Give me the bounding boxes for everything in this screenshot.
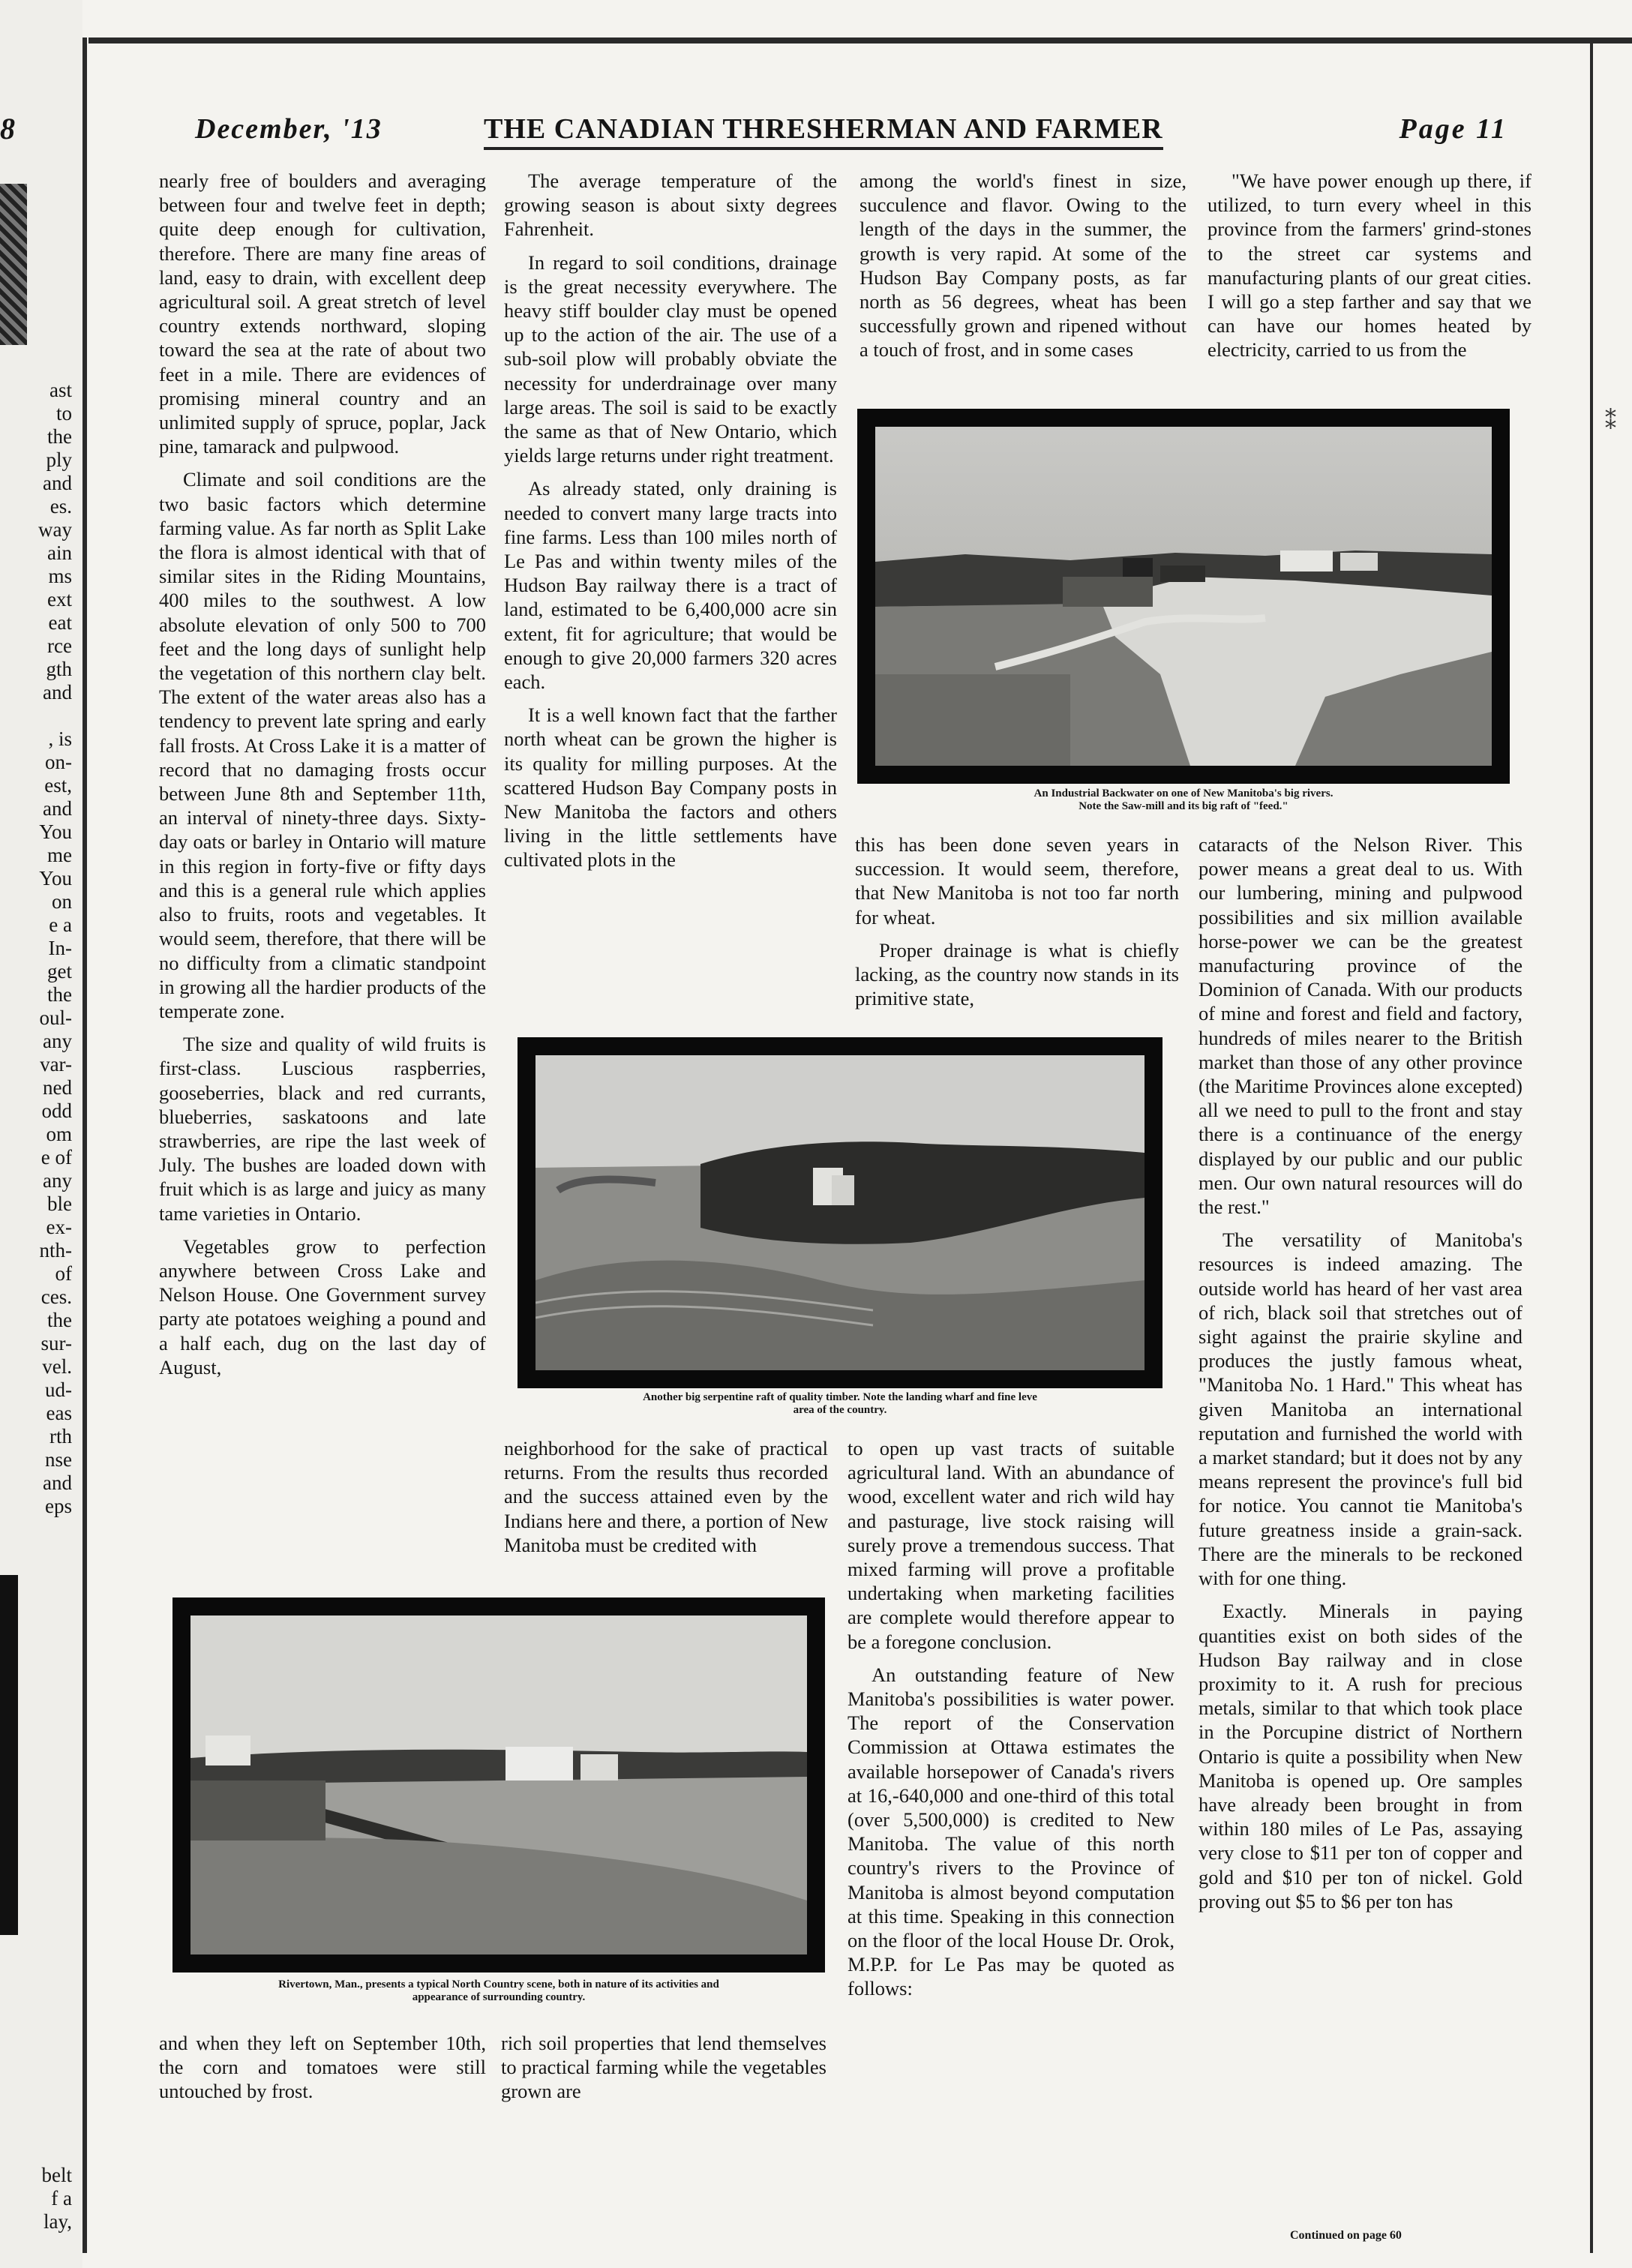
paragraph: neighborhood for the sake of practical returns. From the results thus recorded and the success attained even by the Indians here and there, a portion of New Manitoba must be credited with [504,1437,828,1556]
paragraph: The average temperature of the growing season is about sixty degrees Fahrenheit. [504,170,837,241]
previous-page-fragment: , is [48,728,72,750]
previous-page-fragment: any [43,1169,72,1192]
paragraph: Vegetables grow to perfection anywhere between Cross Lake and Nelson House. One Government survey party ate potatoes weighing a pound and a half each, dug on the last day of August, [159,1234,486,1378]
page-border-left [82,38,87,2253]
paragraph: The versatility of Manitoba's resources is indeed amazing. The outside world has heard of her vast area of rich, black soil that stretches out of sight against the prairie skyline and produces the justly famous wheat, "Manitoba No. 1 Hard." This wheat has given Manitoba an international reputation and furnished the world with a market standard; but it does not by any means represent the province's full bid for notice. You cannot tie Manitoba's future greatness inside a grain-sack. There are the minerals to be reckoned with for one thing. [1198,1228,1522,1590]
paragraph: cataracts of the Nelson River. This power means a great deal to us. With our lumbering, mining and pulpwood possibilities and six million available horse-power we can be the greatest manufacturing province of the Dominion of Canada. With our products of mine and forest and field and factory, hundreds of miles nearer to the British market than those of any other province (the Maritime Provinces alone excepted) all we need to pull to the front and stay there is a continuance of the energy displayed by our public and our public men. Our own natural resources will do the rest." [1198,833,1522,1219]
previous-page-fragment: rth [50,1425,72,1448]
continued-note: Continued on page 60 [1290,2229,1402,2242]
previous-page-fragment: rce [47,634,72,657]
previous-page-fragment: eat [48,611,72,634]
photo-industrial-backwater [857,409,1510,784]
previous-page-fragment: You [39,820,72,843]
caption-line: Note the Saw-mill and its big raft of "feed." [1078,800,1288,812]
backwater-photo-image [875,427,1492,766]
previous-page-fragment: the [47,425,72,448]
paragraph: It is a well known fact that the farther north wheat can be grown the higher is its quality for milling purposes. At the scattered Hudson Bay Company posts in New Manitoba the factors and others living in the little settlements have cultivated plots in the [504,704,837,872]
article-column-3-bottom [848,1436,1174,2010]
previous-page-fragment: ex- [46,1216,72,1238]
issue-date: December, '13 [195,113,382,145]
paragraph: to open up vast tracts of suitable agricultural land. With an abundance of wood, excellent water and rich wild hay and pasturage, live stock raising will surely prove a tremendous success. That mixed farming will prove a profitable undertaking when marketing facilities are complete would therefore appear to be a foregone conclusion. [848,1437,1174,1653]
previous-page-fragment: lay, [44,2210,72,2233]
page-border-right [1590,38,1593,2253]
previous-page-fragment: to [56,402,72,424]
article-column-2-middle [504,1436,828,1566]
previous-page-column-fragments [0,379,72,1518]
previous-page-fragment: and [43,681,72,704]
previous-page-fragment: nse [45,1448,72,1471]
paragraph: nearly free of boulders and averaging between four and twelve feet in depth; quite deep enough for cultivation, therefore. There are many fine areas of land, easy to drain, with excellent deep agricultural soil. A great stretch of level country extends northward, sloping toward the sea at the rate of about two feet in a mile. There are evidences of promising mineral country and an unlimited supply of spruce, poplar, Jack pine, tamarack and pulpwood. [159,170,486,458]
paragraph: "We have power enough up there, if utilized, to turn every wheel in this province from the farmers' grind-stones to the street car systems and manufacturing plants of our great cities. I will go a step farther and say that we can have our homes heated by electricity, carried to us from the [1208,170,1532,362]
previous-page-fragment: belt [41,2164,72,2186]
paragraph: Exactly. Minerals in paying quantities exist on both sides of the Hudson Bay railway and in close proximity to it. A rush for precious metals, similar to that which took place in the Porcupine district of Northern Ontario is quite a possibility when New Manitoba is opened up. Ore samples have already been brought in from within 180 miles of Le Pas, assaying very close to $11 per ton of copper and gold and $10 per ton of nickel. Gold proving out $5 to $6 per ton has [1198,1600,1522,1912]
previous-page-fragment: ble [47,1192,72,1215]
previous-page-fragment: es. [50,495,72,518]
previous-page-photo-edge [0,1575,18,1935]
photo-serpentine-raft [518,1037,1162,1388]
paragraph: The size and quality of wild fruits is first-class. Luscious raspberries, gooseberries, black and red currants, blueberries, saskatoons and late strawberries, are ripe the last week of July. The bushes are loaded down with fruit which is as large and juicy as many tame varieties in Ontario. [159,1033,486,1225]
previous-page-fragment: ud- [45,1378,72,1401]
previous-page-fragment [0,704,72,728]
previous-page-fragment: ms [48,565,72,587]
photo-industrial-backwater-caption [857,788,1510,813]
caption-line: Rivertown, Man., presents a typical North Country scene, both in nature of its activities and [278,1978,719,1990]
previous-page-fragment: ces. [40,1286,72,1308]
previous-page-fragment: sur- [40,1332,72,1354]
previous-page-fragment: nth- [39,1239,72,1262]
photo-rivertown [172,1598,825,1972]
previous-page-fragment: f a [51,2187,72,2210]
previous-page-fragment: var- [40,1053,72,1076]
previous-page-fragment: of [55,1262,72,1285]
previous-page-fragment: e of [40,1146,72,1168]
caption-line: Another big serpentine raft of quality timber. Note the landing wharf and fine leve [643,1391,1037,1403]
previous-page-fragment: the [47,983,72,1006]
previous-page-fragment: ned [43,1076,72,1099]
previous-page-fragment: om [46,1123,72,1145]
article-column-2-bottom [501,2031,826,2113]
page-border-top [88,38,1632,44]
paragraph: Climate and soil conditions are the two basic factors which determine farming value. As far north as Split Lake the flora is almost identical with that of similar sites in the Riding Mountains, 400 miles to the southwest. A low absolute elevation of only 500 to 700 feet and the long days of sunlight help the vegetation of this northern clay belt. The extent of the water areas also has a tendency to prevent late spring and early fall frosts. At Cross Lake it is a matter of record that no damaging frosts occur between June 8th and September 11th, an interval of ninety-three days. Sixty-day oats or barley in Ontario will mature in this region in forty-five or fifty days and this is a general rule which applies also to fruits, roots and vegetables. It would seem, therefore, that there will be no difficulty from a climatic standpoint in growing all the hardier products of the temperate zone. [159,468,486,1022]
previous-page-fragment: on [52,890,72,913]
photo-rivertown-caption [172,1978,825,2004]
previous-page-fragment: ext [47,588,72,610]
article-column-3-top [860,169,1186,371]
paragraph: In regard to soil conditions, drainage is the great necessity everywhere. The heavy stiff boulder clay must be opened up to the action of the air. The use of a sub-soil plow will probably obviate the necessity for underdrainage over many large areas. The soil is said to be exactly the same as that of New Ontario, which yields large returns under right treatment. [504,250,837,467]
page-header [195,112,1508,158]
article-column-4-top [1208,169,1532,371]
rivertown-photo-image [190,1616,807,1954]
photo-serpentine-raft-caption [518,1391,1162,1417]
page-number: Page 11 [1399,113,1508,145]
previous-page-fragment: In- [48,937,72,959]
paragraph: rich soil properties that lend themselves to practical farming while the vegetables grown are [501,2032,826,2103]
previous-page-fragment: and [43,472,72,494]
previous-page-fragment: ain [47,542,72,564]
previous-page-fragment: est, [44,774,72,796]
previous-page-fragment: ply [46,448,72,471]
paragraph: among the world's finest in size, succulence and flavor. Owing to the length of the days in the summer, the growth is very rapid. At some of the Hudson Bay Company posts, as far north as 56 degrees, wheat has been successfully grown and ripened without a touch of frost, and in some cases [860,170,1186,362]
paragraph: this has been done seven years in succession. It would seem, therefore, that New Manitoba is not too far north for wheat. [855,833,1179,928]
paragraph: Proper drainage is what is chiefly lacking, as the country now stands in its primitive state, [855,938,1179,1010]
previous-page-fragment: get [47,960,72,982]
previous-page-fragment: odd [41,1100,72,1122]
previous-page-bottom-fragments [0,2164,72,2234]
page-edge-mark: ⁑ [1605,410,1616,434]
article-column-2 [504,169,837,881]
previous-page-fragment: vel. [42,1355,72,1378]
paragraph: As already stated, only draining is needed to convert many large tracts into fine farms. Less than 100 miles north of Le Pas and within twenty miles of the Hudson Bay railway there is a tract of land, estimated to be 6,400,000 acre sin extent, fit for agriculture; that would be enough to give 20,000 farmers 320 acres each. [504,477,837,694]
previous-page-fragment: and [43,797,72,820]
previous-page-ornament [0,184,27,345]
previous-page-fragment: way [38,518,72,541]
article-column-1-bottom [159,2031,486,2113]
previous-page-fragment: the [47,1309,72,1331]
previous-page-fragment: ast [50,379,72,401]
previous-page-fragment: on- [45,751,72,773]
masthead-title: THE CANADIAN THRESHERMAN AND FARMER [484,112,1163,150]
raft-photo-image [536,1055,1144,1370]
article-column-1 [159,169,486,1388]
previous-page-fragment: me [47,844,72,866]
previous-page-fragment: gth [46,658,72,680]
previous-page-fragment: You [39,867,72,890]
previous-page-fragment: eas [46,1402,72,1424]
previous-page-fragment: e a [49,914,72,936]
paragraph: and when they left on September 10th, the corn and tomatoes were still untouched by frost. [159,2032,486,2103]
previous-page-fragment: and [43,1472,72,1494]
article-column-3-middle [855,832,1179,1019]
caption-line: area of the country. [793,1404,887,1416]
previous-page-fragment: eps [45,1495,72,1517]
previous-page-fragment: any [43,1030,72,1052]
article-column-4-bottom [1198,832,1522,1922]
previous-page-fragment: oul- [39,1006,72,1029]
caption-line: An Industrial Backwater on one of New Manitoba's big rivers. [1034,788,1334,800]
caption-line: appearance of surrounding country. [412,1991,586,2003]
paragraph: An outstanding feature of New Manitoba's possibilities is water power. The report of the Conservation Commission at Ottawa estimates the available horsepower of Canada's rivers at 16,-640,000 and one-third of this total (over 5,500,000) is credited to New Manitoba. The value of this north country's rivers to the Province of Manitoba is almost beyond computation at this time. Speaking in this connection on the floor of the local House Dr. Orok, M.P.P. for Le Pas may be quoted as follows: [848,1663,1174,2000]
previous-page-number: 8 [0,112,15,146]
